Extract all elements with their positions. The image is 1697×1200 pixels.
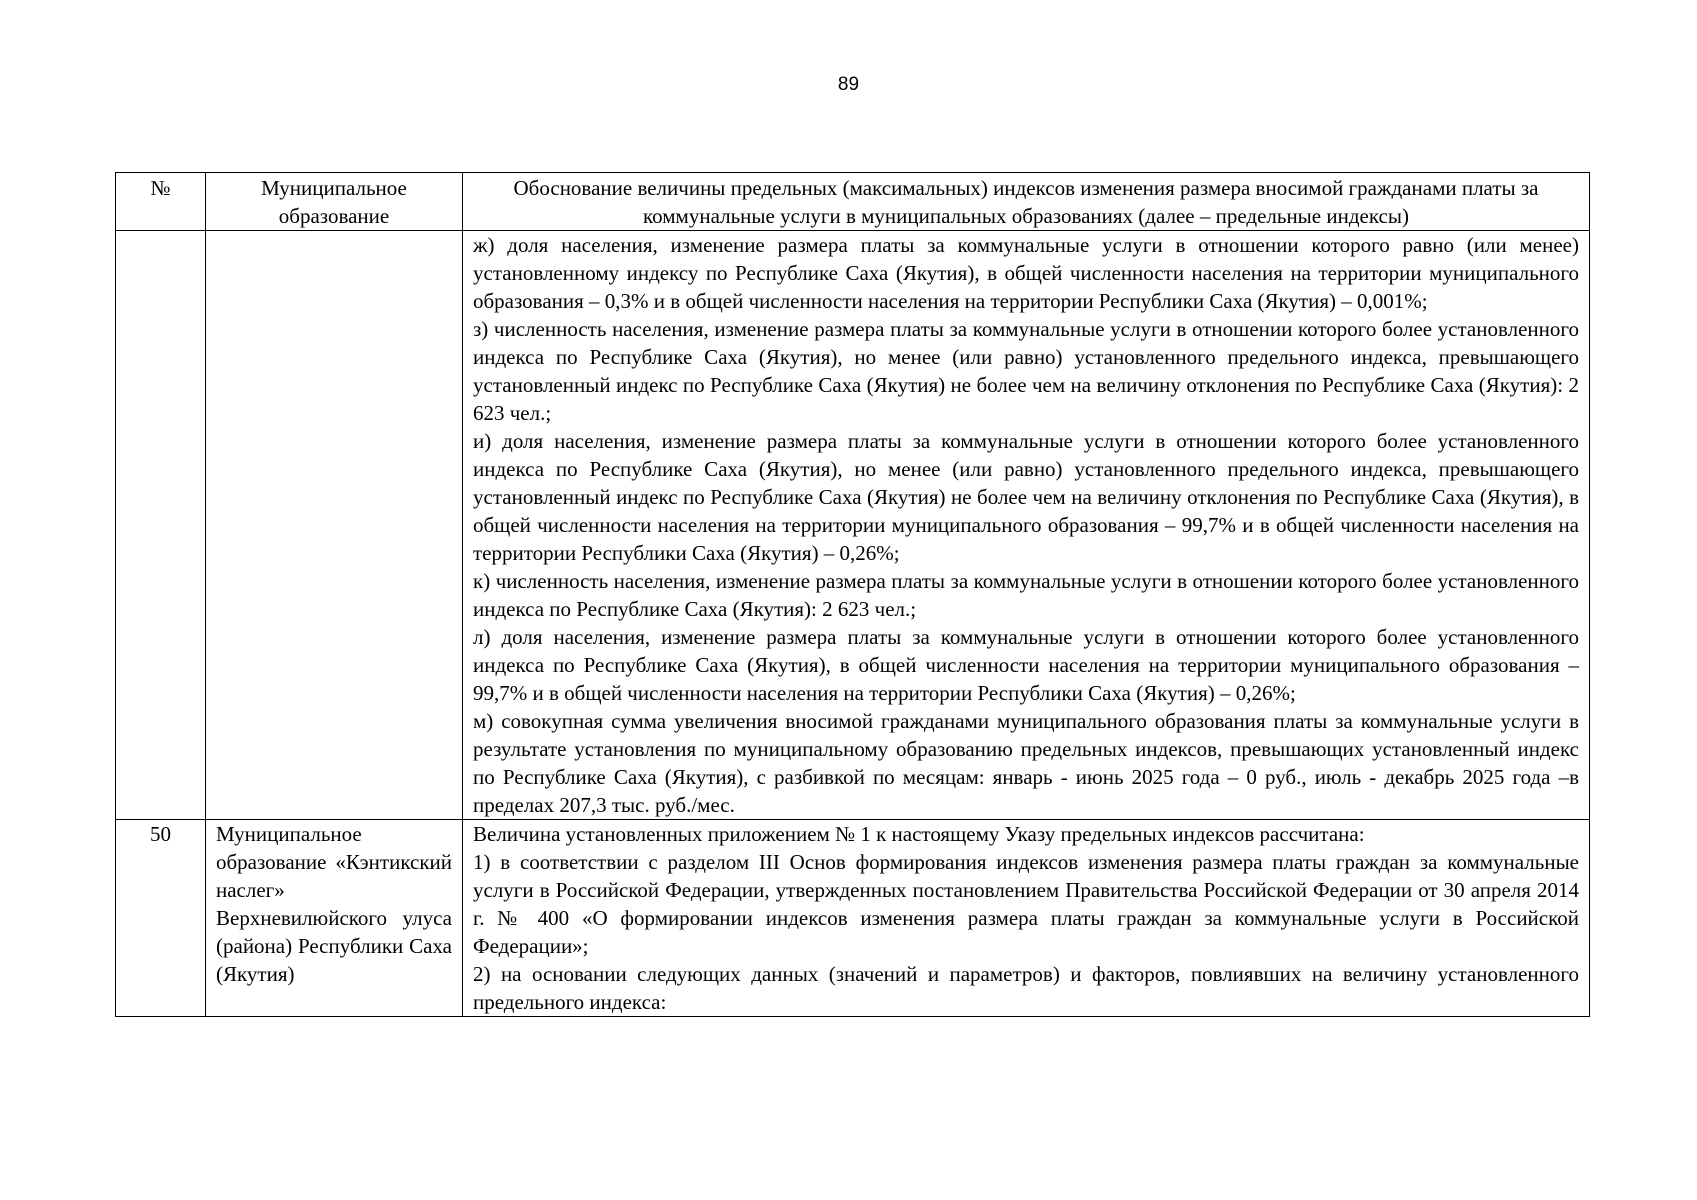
table-row	[116, 820, 1590, 1017]
paragraph: м) совокупная сумма увеличения вносимой гражданами муниципального образования платы за коммунальные услуги в результате установления по муниципальному образованию предельных индексов, превышающих установленный индекс по Республике Саха (Якутия), с разбивкой по месяцам: январь - июнь 2025 года – 0 руб., июль - декабрь 2025 года –в пределах 207,3 тыс. руб./мес.	[473, 709, 1579, 817]
paragraph: з) численность населения, изменение размера платы за коммунальные услуги в отношении которого более установленного индекса по Республике Саха (Якутия), но менее (или равно) установленного предельного индекса, превышающего установленный индекс по Республике Саха (Якутия) не более чем на величину отклонения по Республике Саха (Якутия): 2 623 чел.;	[473, 317, 1579, 425]
paragraph: 2) на основании следующих данных (значений и параметров) и факторов, повлиявших на величину установленного предельного индекса:	[473, 962, 1579, 1014]
paragraph: л) доля населения, изменение размера платы за коммунальные услуги в отношении которого более установленного индекса по Республике Саха (Якутия), в общей численности населения на территории муниципального образования – 99,7% и в общей численности населения на территории Республики Саха (Якутия) – 0,26%;	[473, 625, 1579, 705]
paragraph: и) доля населения, изменение размера платы за коммунальные услуги в отношении которого более установленного индекса по Республике Саха (Якутия), но менее (или равно) установленного предельного индекса, превышающего установленный индекс по Республике Саха (Якутия) не более чем на величину отклонения по Республике Саха (Якутия), в общей численности населения на территории муниципального образования – 99,7% и в общей численности населения на территории Республики Саха (Якутия) – 0,26%;	[473, 429, 1579, 565]
header-number: №	[116, 173, 206, 231]
paragraph: 1) в соответствии с разделом III Основ формирования индексов изменения размера платы граждан за коммунальные услуги в Российской Федерации, утвержденных постановлением Правительства Российской Федерации от 30 апреля 2014 г. № 400 «О формировании индексов изменения размера платы граждан за коммунальные услуги в Российской Федерации»;	[473, 850, 1579, 958]
row-municipality: Муниципальное образование «Кэнтикский наслег» Верхневилюйского улуса (района) Республики Саха (Якутия)	[206, 820, 463, 1017]
row-justification	[463, 231, 1590, 820]
paragraph: ж) доля населения, изменение размера платы за коммунальные услуги в отношении которого равно (или менее) установленному индексу по Республике Саха (Якутия), в общей численности населения на территории муниципального образования – 0,3% и в общей численности населения на территории Республики Саха (Якутия) – 0,001%;	[473, 233, 1579, 313]
row-number: 50	[116, 820, 206, 1017]
paragraph: к) численность населения, изменение размера платы за коммунальные услуги в отношении которого более установленного индекса по Республике Саха (Якутия): 2 623 чел.;	[473, 569, 1579, 621]
justification-table	[115, 172, 1590, 1017]
table-row	[116, 231, 1590, 820]
page-number: 89	[837, 74, 860, 95]
paragraph: Величина установленных приложением № 1 к настоящему Указу предельных индексов рассчитана:	[473, 822, 1365, 846]
row-number	[116, 231, 206, 820]
header-justification: Обоснование величины предельных (максимальных) индексов изменения размера вносимой гражданами платы за коммунальные услуги в муниципальных образованиях (далее – предельные индексы)	[463, 173, 1590, 231]
row-municipality	[206, 231, 463, 820]
table-header-row	[116, 173, 1590, 231]
row-justification	[463, 820, 1590, 1017]
header-municipality: Муниципальное образование	[206, 173, 463, 231]
